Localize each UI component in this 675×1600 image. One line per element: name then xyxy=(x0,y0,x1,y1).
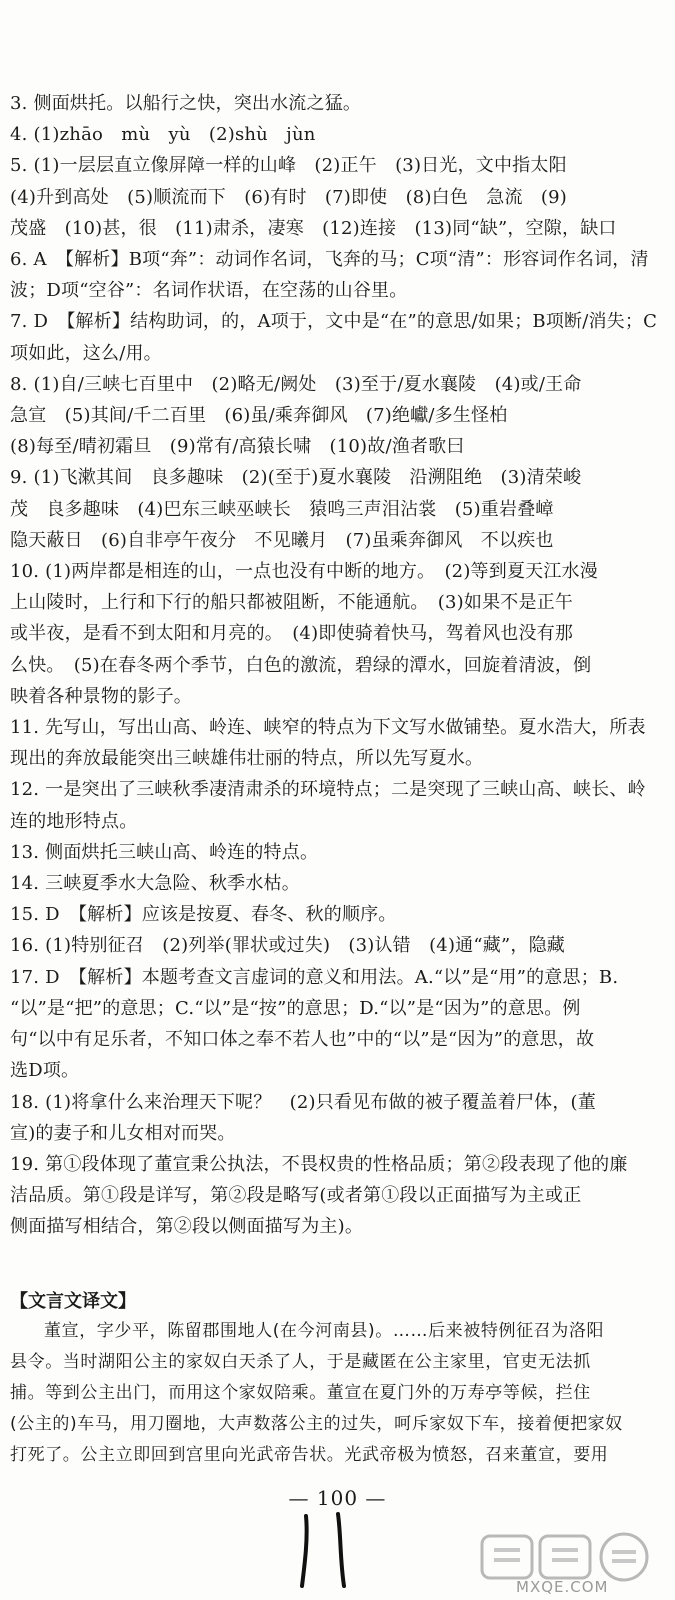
answer-item-15 xyxy=(10,899,665,930)
answer-item-8 xyxy=(10,369,665,463)
answer-line: 映着各种景物的影子。 xyxy=(10,685,192,707)
translation-line: 县令。当时湖阳公主的家奴白天杀了人，于是藏匿在公主家里，官吏无法抓 xyxy=(10,1352,591,1372)
answer-line: (4)升到高处 (5)顺流而下 (6)有时 (7)即使 (8)白色 急流 (9) xyxy=(10,186,567,208)
classical-translation-section xyxy=(10,1288,665,1471)
answer-line: 9. (1)飞漱其间 良多趣味 (2)(至于)夏水襄陵 沿溯阻绝 (3)清荣峻 xyxy=(10,467,582,489)
answer-line: 10. (1)两岸都是相连的山，一点也没有中断的地方。 (2)等到夏天江水漫 xyxy=(10,561,598,583)
answer-line: 么快。 (5)在春冬两个季节，白色的激流，碧绿的潭水，回旋着清波，倒 xyxy=(10,654,592,676)
answer-item-4 xyxy=(10,119,665,150)
answer-line: 现出的奔放最能突出三峡雄伟壮丽的特点，所以先写夏水。 xyxy=(10,748,484,770)
answer-line: 16. (1)特别征召 (2)列举(罪状或过失) (3)认错 (4)通“藏”，隐藏 xyxy=(10,935,565,957)
answer-item-11 xyxy=(10,712,665,774)
answer-line: “以”是“把”的意思；C.“以”是“按”的意思；D.“以”是“因为”的意思。例 xyxy=(10,997,581,1019)
translation-heading: 【文言文译文】 xyxy=(10,1291,136,1312)
answer-line: 急宣 (5)其间/千二百里 (6)虽/乘奔御风 (7)绝巘/多生怪柏 xyxy=(10,405,508,427)
answer-line: 15. D 【解析】应该是按夏、春冬、秋的顺序。 xyxy=(10,904,397,926)
answer-line: 上山陵时，上行和下行的船只都被阻断，不能通航。 (3)如果不是正午 xyxy=(10,592,574,614)
answer-item-19 xyxy=(10,1149,665,1243)
answer-line: 12. 一是突出了三峡秋季凄清肃杀的环境特点；二是突现了三峡山高、峡长、岭 xyxy=(10,779,646,801)
answer-line: 18. (1)将拿什么来治理天下呢？ (2)只看见布做的被子覆盖着尸体，(董 xyxy=(10,1091,596,1113)
answer-item-18 xyxy=(10,1087,665,1149)
answer-line: 隐天蔽日 (6)自非亭午夜分 不见曦月 (7)虽乘奔御风 不以疾也 xyxy=(10,529,554,551)
answer-item-13 xyxy=(10,837,665,868)
answer-line: 6. A 【解析】B项“奔”：动词作名词，飞奔的马；C项“清”：形容词作名词，清 xyxy=(10,249,649,271)
answer-line: 茂盛 (10)甚，很 (11)肃杀，凄寒 (12)连接 (13)同“缺”，空隙，缺口 xyxy=(10,217,617,239)
answer-line: 侧面描写相结合，第②段以侧面描写为主)。 xyxy=(10,1216,364,1238)
answer-line: 波；D项“空谷”：名词作状语，在空荡的山谷里。 xyxy=(10,280,408,302)
translation-line: 打死了。公主立即回到宫里向光武帝告状。光武帝极为愤怒，召来董宣，要用 xyxy=(10,1445,609,1465)
page-number: — 100 — xyxy=(288,1486,387,1510)
handwritten-mark xyxy=(268,1510,378,1590)
answer-line: 宣)的妻子和儿女相对而哭。 xyxy=(10,1122,236,1144)
answer-item-7 xyxy=(10,306,665,368)
answer-line: 11. 先写山，写出山高、岭连、峡窄的特点为下文写水做铺垫。夏水浩大，所表 xyxy=(10,717,646,739)
answer-line: 4. (1)zhāo mù yù (2)shù jùn xyxy=(10,124,316,146)
answer-list xyxy=(10,88,665,1243)
answer-line: 洁品质。第①段是详写，第②段是略写(或者第①段以正面描写为主或正 xyxy=(10,1185,582,1207)
answer-line: 5. (1)一层层直立像屏障一样的山峰 (2)正午 (3)日光，文中指太阳 xyxy=(10,155,567,177)
answer-item-6 xyxy=(10,244,665,306)
answer-line: 项如此，这么/用。 xyxy=(10,342,162,364)
answer-line: 句“以中有足乐者，不知口体之奉不若人也”中的“以”是“因为”的意思，故 xyxy=(10,1029,595,1051)
answer-item-16 xyxy=(10,930,665,961)
answer-line: 7. D 【解析】结构助词，的，A项于，文中是“在”的意思/如果；B项断/消失；C xyxy=(10,311,658,333)
answer-item-12 xyxy=(10,774,665,836)
answer-item-3 xyxy=(10,88,665,119)
answer-line: 14. 三峡夏季水大急险、秋季水枯。 xyxy=(10,873,300,895)
answer-item-10 xyxy=(10,556,665,712)
answer-item-14 xyxy=(10,868,665,899)
answer-line: 选D项。 xyxy=(10,1060,80,1082)
answer-item-9 xyxy=(10,462,665,556)
translation-line: (公主的)车马，用刀圈地，大声数落公主的过失，呵斥家奴下车，接着便把家奴 xyxy=(10,1414,623,1434)
answer-line: 连的地形特点。 xyxy=(10,810,138,832)
translation-line: 董宣，字少平，陈留郡围地人(在今河南县)。……后来被特例征召为洛阳 xyxy=(44,1321,605,1341)
answer-line: 3. 侧面烘托。以船行之快，突出水流之猛。 xyxy=(10,93,362,114)
answer-line: 19. 第①段体现了董宣秉公执法，不畏权贵的性格品质；第②段表现了他的廉 xyxy=(10,1153,628,1175)
translation-line: 捕。等到公主出门，而用这个家奴陪乘。董宣在夏门外的万寿亭等候，拦住 xyxy=(10,1383,591,1403)
answer-line: 17. D 【解析】本题考查文言虚词的意义和用法。A.“以”是“用”的意思；B. xyxy=(10,966,619,988)
answer-line: 茂 良多趣味 (4)巴东三峡巫峡长 猿鸣三声泪沾裳 (5)重岩叠嶂 xyxy=(10,498,554,520)
answer-line: 13. 侧面烘托三峡山高、岭连的特点。 xyxy=(10,841,319,863)
answer-item-5 xyxy=(10,150,665,244)
answer-item-17 xyxy=(10,962,665,1087)
answer-line: (8)每至/晴初霜旦 (9)常有/高猿长啸 (10)故/渔者歌曰 xyxy=(10,436,465,458)
answer-line: 8. (1)自/三峡七百里中 (2)略无/阙处 (3)至于/夏水襄陵 (4)或/王命 xyxy=(10,373,582,395)
answer-line: 或半夜，是看不到太阳和月亮的。 (4)即使骑着快马，驾着风也没有那 xyxy=(10,623,574,645)
watermark-url: MXQE.COM xyxy=(516,1578,609,1596)
